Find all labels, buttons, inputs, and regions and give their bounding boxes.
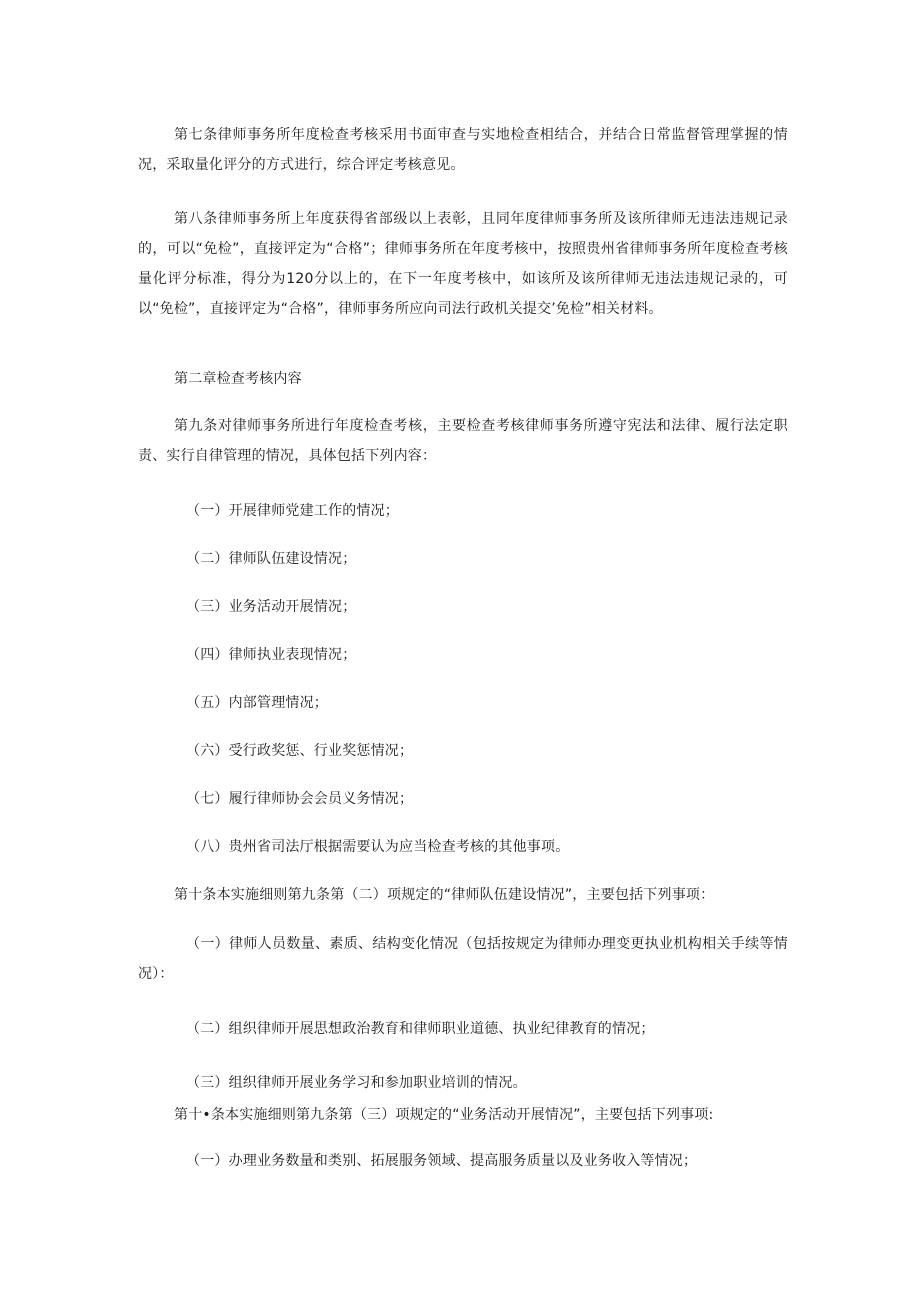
article-10-paragraph: 第十条本实施细则第九条第（二）项规定的“律师队伍建设情况”，主要包括下列事项： xyxy=(174,887,715,903)
article-8-paragraph: 第八条律师事务所上年度获得省部级以上表彰，且同年度律师事务所及该所律师无违法违规记录的，可以“免检”，直接评定为“合格”；律师事务所在年度考核中，按照贵州省律师事务所年度检查考核量化评分标准，得分为120分以上的，在下一年度考核中，如该所及该所律师无违法违规记录的，可以“免检”，直接评定为“合格”，律师事务所应向司法行政机关提交’免检”相关材料。 xyxy=(138,211,788,317)
article-9-paragraph: 第九条对律师事务所进行年度检查考核，主要检查考核律师事务所遵守宪法和法律、履行法定职责、实行自律管理的情况，具体包括下列内容： xyxy=(138,418,788,464)
article-9-item-8: （八）贵州省司法厅根据需要认为应当检查考核的其他事项。 xyxy=(186,839,570,855)
article-10-item-1: （一）律师人员数量、素质、结构变化情况（包括按规定为律师办理变更执业机构相关手续等情况）： xyxy=(138,936,788,982)
chapter-2-heading: 第二章检查考核内容 xyxy=(174,371,302,387)
article-9-item-4: （四）律师执业表现情况； xyxy=(186,647,357,663)
article-7-paragraph: 第七条律师事务所年度检查考核采用书面审查与实地检查相结合，并结合日常监督管理掌握的情况，采取量化评分的方式进行，综合评定考核意见。 xyxy=(138,127,788,173)
article-10-item-3: （三）组织律师开展业务学习和参加职业培训的情况。 xyxy=(186,1075,527,1091)
article-9-item-7: （七）履行律师协会会员义务情况； xyxy=(186,791,414,807)
article-9-item-3: （三）业务活动开展情况； xyxy=(186,599,357,615)
article-11-paragraph: 第十•条本实施细则第九条第（三）项规定的“业务活动开展情况”，主要包括下列事项: xyxy=(174,1107,714,1123)
article-9-item-2: （二）律师队伍建设情况； xyxy=(186,551,357,567)
article-9-item-5: （五）内部管理情况； xyxy=(186,695,328,711)
article-11-item-1: （一）办理业务数量和类别、拓展服务领域、提高服务质量以及业务收入等情况； xyxy=(186,1153,698,1169)
article-9-item-6: （六）受行政奖惩、行业奖惩情况； xyxy=(186,743,414,759)
article-10-item-2: （二）组织律师开展思想政治教育和律师职业道德、执业纪律教育的情况； xyxy=(186,1021,655,1037)
article-9-item-1: （一）开展律师党建工作的情况； xyxy=(186,503,399,519)
